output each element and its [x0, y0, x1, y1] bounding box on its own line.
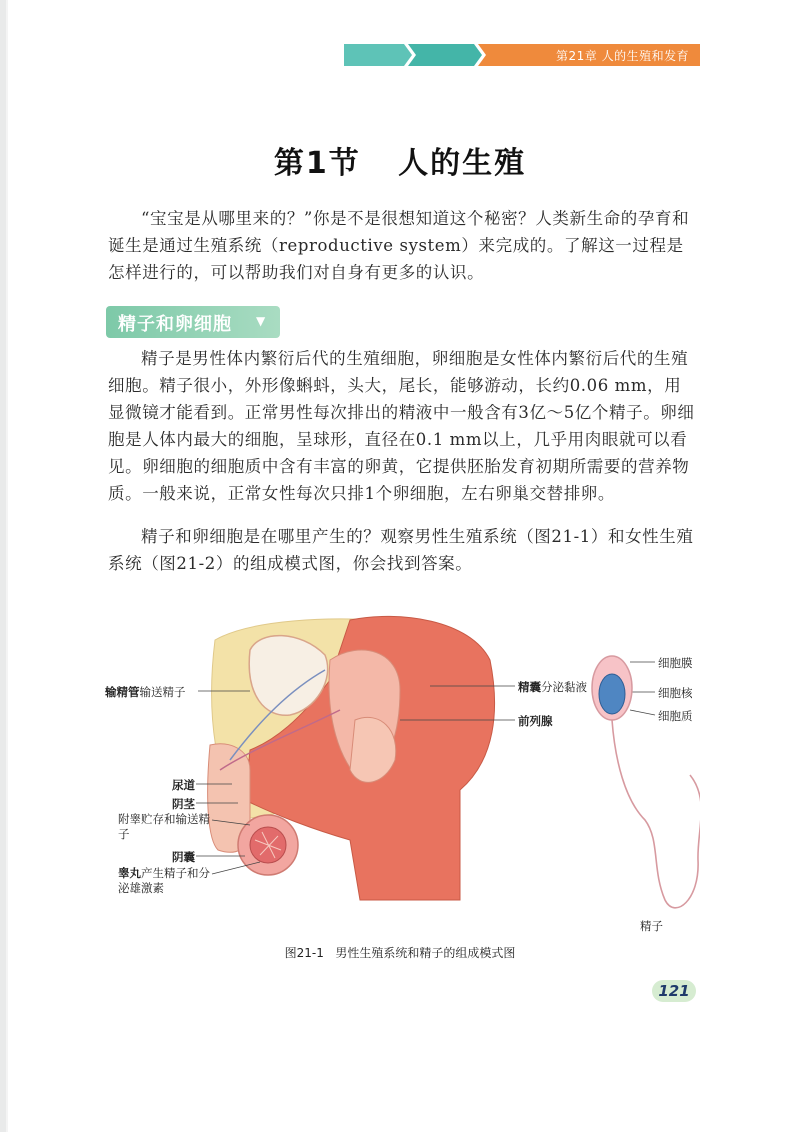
label-nucleus: 细胞核 [658, 686, 693, 700]
label-testis: 睾丸产生精子和分泌雄激素 [118, 866, 210, 895]
label-cytoplasm: 细胞质 [658, 709, 693, 723]
chapter-header-bar [344, 44, 700, 66]
subheading-banner [106, 306, 280, 338]
label-penis: 阴茎 [172, 797, 195, 811]
label-cell-membrane: 细胞膜 [658, 656, 693, 670]
label-vas-deferens: 输精管输送精子 [105, 685, 186, 699]
label-epididymis: 附睾贮存和输送精子 [118, 812, 210, 841]
figure-21-1 [100, 600, 700, 933]
anatomy-diagram [208, 616, 495, 900]
label-scrotum: 阴囊 [172, 850, 195, 864]
figure-caption: 图21-1 男性生殖系统和精子的组成模式图 [284, 946, 516, 960]
body-paragraph-1: 精子是男性体内繁衍后代的生殖细胞，卵细胞是女性体内繁衍后代的生殖细胞。精子很小，外形像蝌蚪，头大，尾长，能够游动，长约0.06 mm，用显微镜才能看到。正常男性每次排出的精液中一般含有3亿～5亿个精子。卵细胞是人体内最大的细胞，呈球形，直径在0.1 mm以上，几乎用肉眼就可以看见。卵细胞的细胞质中含有丰富的卵黄，它提供胚胎发育初期所需要的营养物质。一般来说，正常女性每次只排1个卵细胞，左右卵巢交替排卵。 [108, 349, 695, 503]
section-title: 第1节 人的生殖 [273, 146, 527, 181]
label-prostate: 前列腺 [518, 714, 553, 728]
label-sperm: 精子 [640, 919, 663, 933]
body-paragraph-2: 精子和卵细胞是在哪里产生的？观察男性生殖系统（图21-1）和女性生殖系统（图21-2）的组成模式图，你会找到答案。 [108, 527, 694, 573]
intro-paragraph: “宝宝是从哪里来的？”你是不是很想知道这个秘密？人类新生命的孕育和诞生是通过生殖系统（reproductive system）来完成的。了解这一过程是怎样进行的，可以帮助我们对自身有更多的认识。 [108, 209, 690, 282]
triangle-down-icon: ▼ [256, 314, 266, 328]
label-seminal-vesicle: 精囊分泌黏液 [518, 680, 587, 694]
subheading-label: 精子和卵细胞 [118, 314, 232, 335]
label-urethra: 尿道 [172, 778, 195, 792]
chapter-title: 第21章 人的生殖和发育 [556, 49, 690, 63]
page-number: 121 [652, 980, 696, 1002]
